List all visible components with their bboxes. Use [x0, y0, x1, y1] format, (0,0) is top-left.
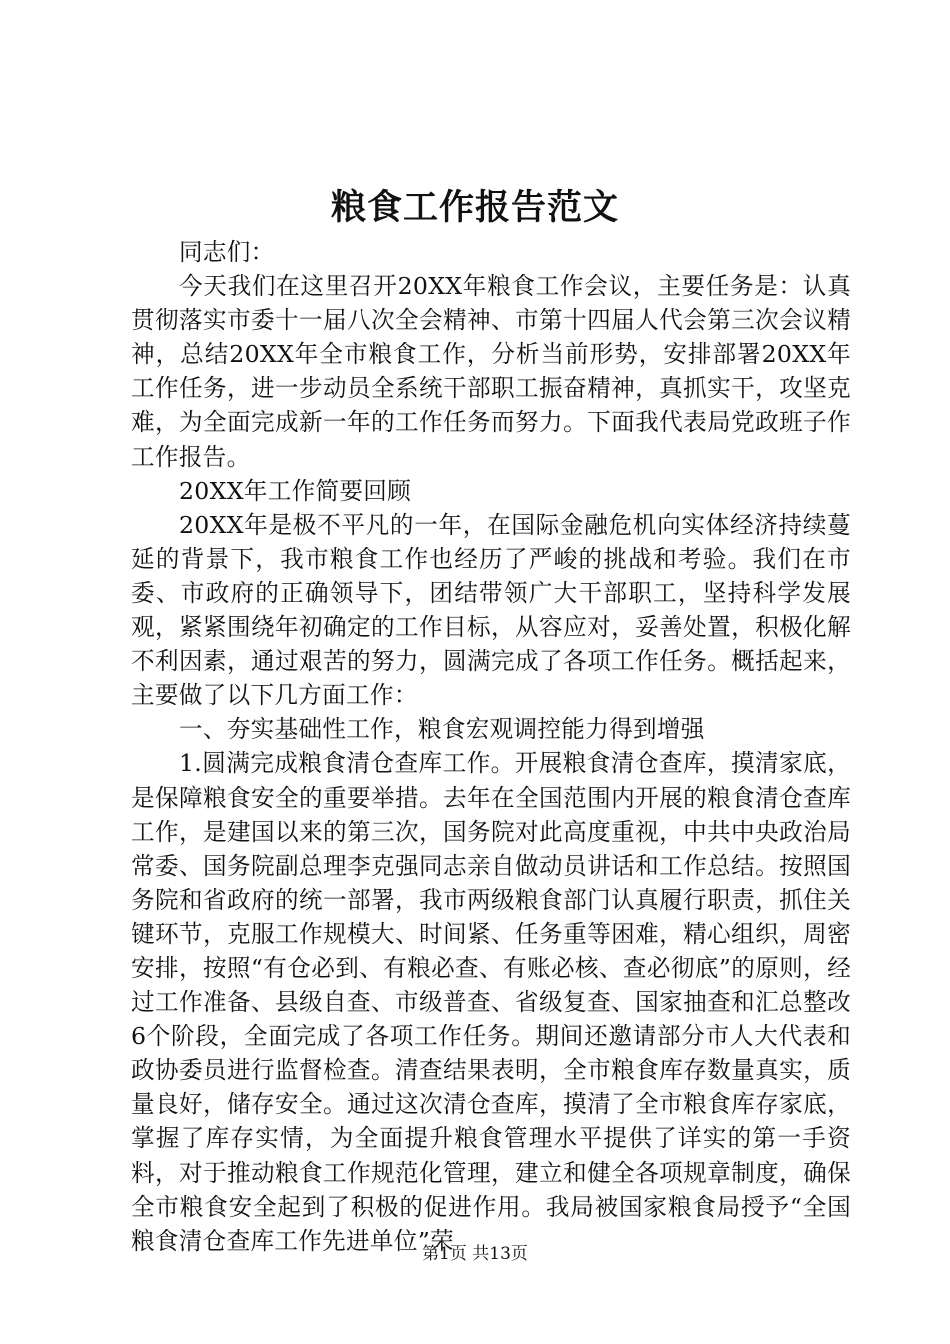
subsection-heading-1: 一、夯实基础性工作，粮食宏观调控能力得到增强 [179, 715, 705, 744]
document-title: 粮食工作报告范文 [330, 187, 619, 228]
page-number-footer: 第1页 共13页 [422, 1244, 528, 1264]
item-1-paragraph: 1.圆满完成粮食清仓查库工作。开展粮食清仓查库，摸清家底，是保障粮食安全的重要举措。去年在全国范围内开展的粮食清仓查库工作，是建国以来的第三次，国务院对此高度重视，中共中央政治局常委、国务院副总理李克强同志亲自做动员讲话和工作总结。按照国务院和省政府的统一部署，我市两级粮食部门认真履行职责，抓住关键环节，克服工作规模大、时间紧、任务重等困难，精心组织，周密安排，按照“有仓必到、有粮必查、有账必核、查必彻底”的原则，经过工作准备、县级自查、市级普查、省级复查、国家抽查和汇总整改6个阶段，全面完成了各项工作任务。期间还邀请部分市人大代表和政协委员进行监督检查。清查结果表明，全市粮食库存数量真实，质量良好，储存安全。通过这次清仓查库，摸清了全市粮食库存家底，掌握了库存实情，为全面提升粮食管理水平提供了详实的第一手资料，对于推动粮食工作规范化管理，建立和健全各项规章制度，确保全市粮食安全起到了积极的促进作用。我局被国家粮食局授予“全国粮食清仓查库工作先进单位”荣 [131, 749, 851, 1255]
salutation: 同志们： [179, 238, 275, 266]
review-paragraph: 20XX年是极不平凡的一年，在国际金融危机向实体经济持续蔓延的背景下，我市粮食工作也经历了严峻的挑战和考验。我们在市委、市政府的正确领导下，团结带领广大干部职工，坚持科学发展观，紧紧围绕年初确定的工作目标，从容应对，妥善处置，积极化解不利因素，通过艰苦的努力，圆满完成了各项工作任务。概括起来，主要做了以下几方面工作： [131, 510, 851, 710]
document-body [131, 235, 851, 1258]
section-heading-review: 20XX年工作简要回顾 [179, 476, 412, 505]
intro-paragraph: 今天我们在这里召开20XX年粮食工作会议，主要任务是：认真贯彻落实市委十一届八次全会精神、市第十四届人代会第三次会议精神，总结20XX年全市粮食工作，分析当前形势，安排部署20XX年工作任务，进一步动员全系统干部职工振奋精神，真抓实干，攻坚克难，为全面完成新一年的工作任务而努力。下面我代表局党政班子作工作报告。 [131, 272, 851, 471]
